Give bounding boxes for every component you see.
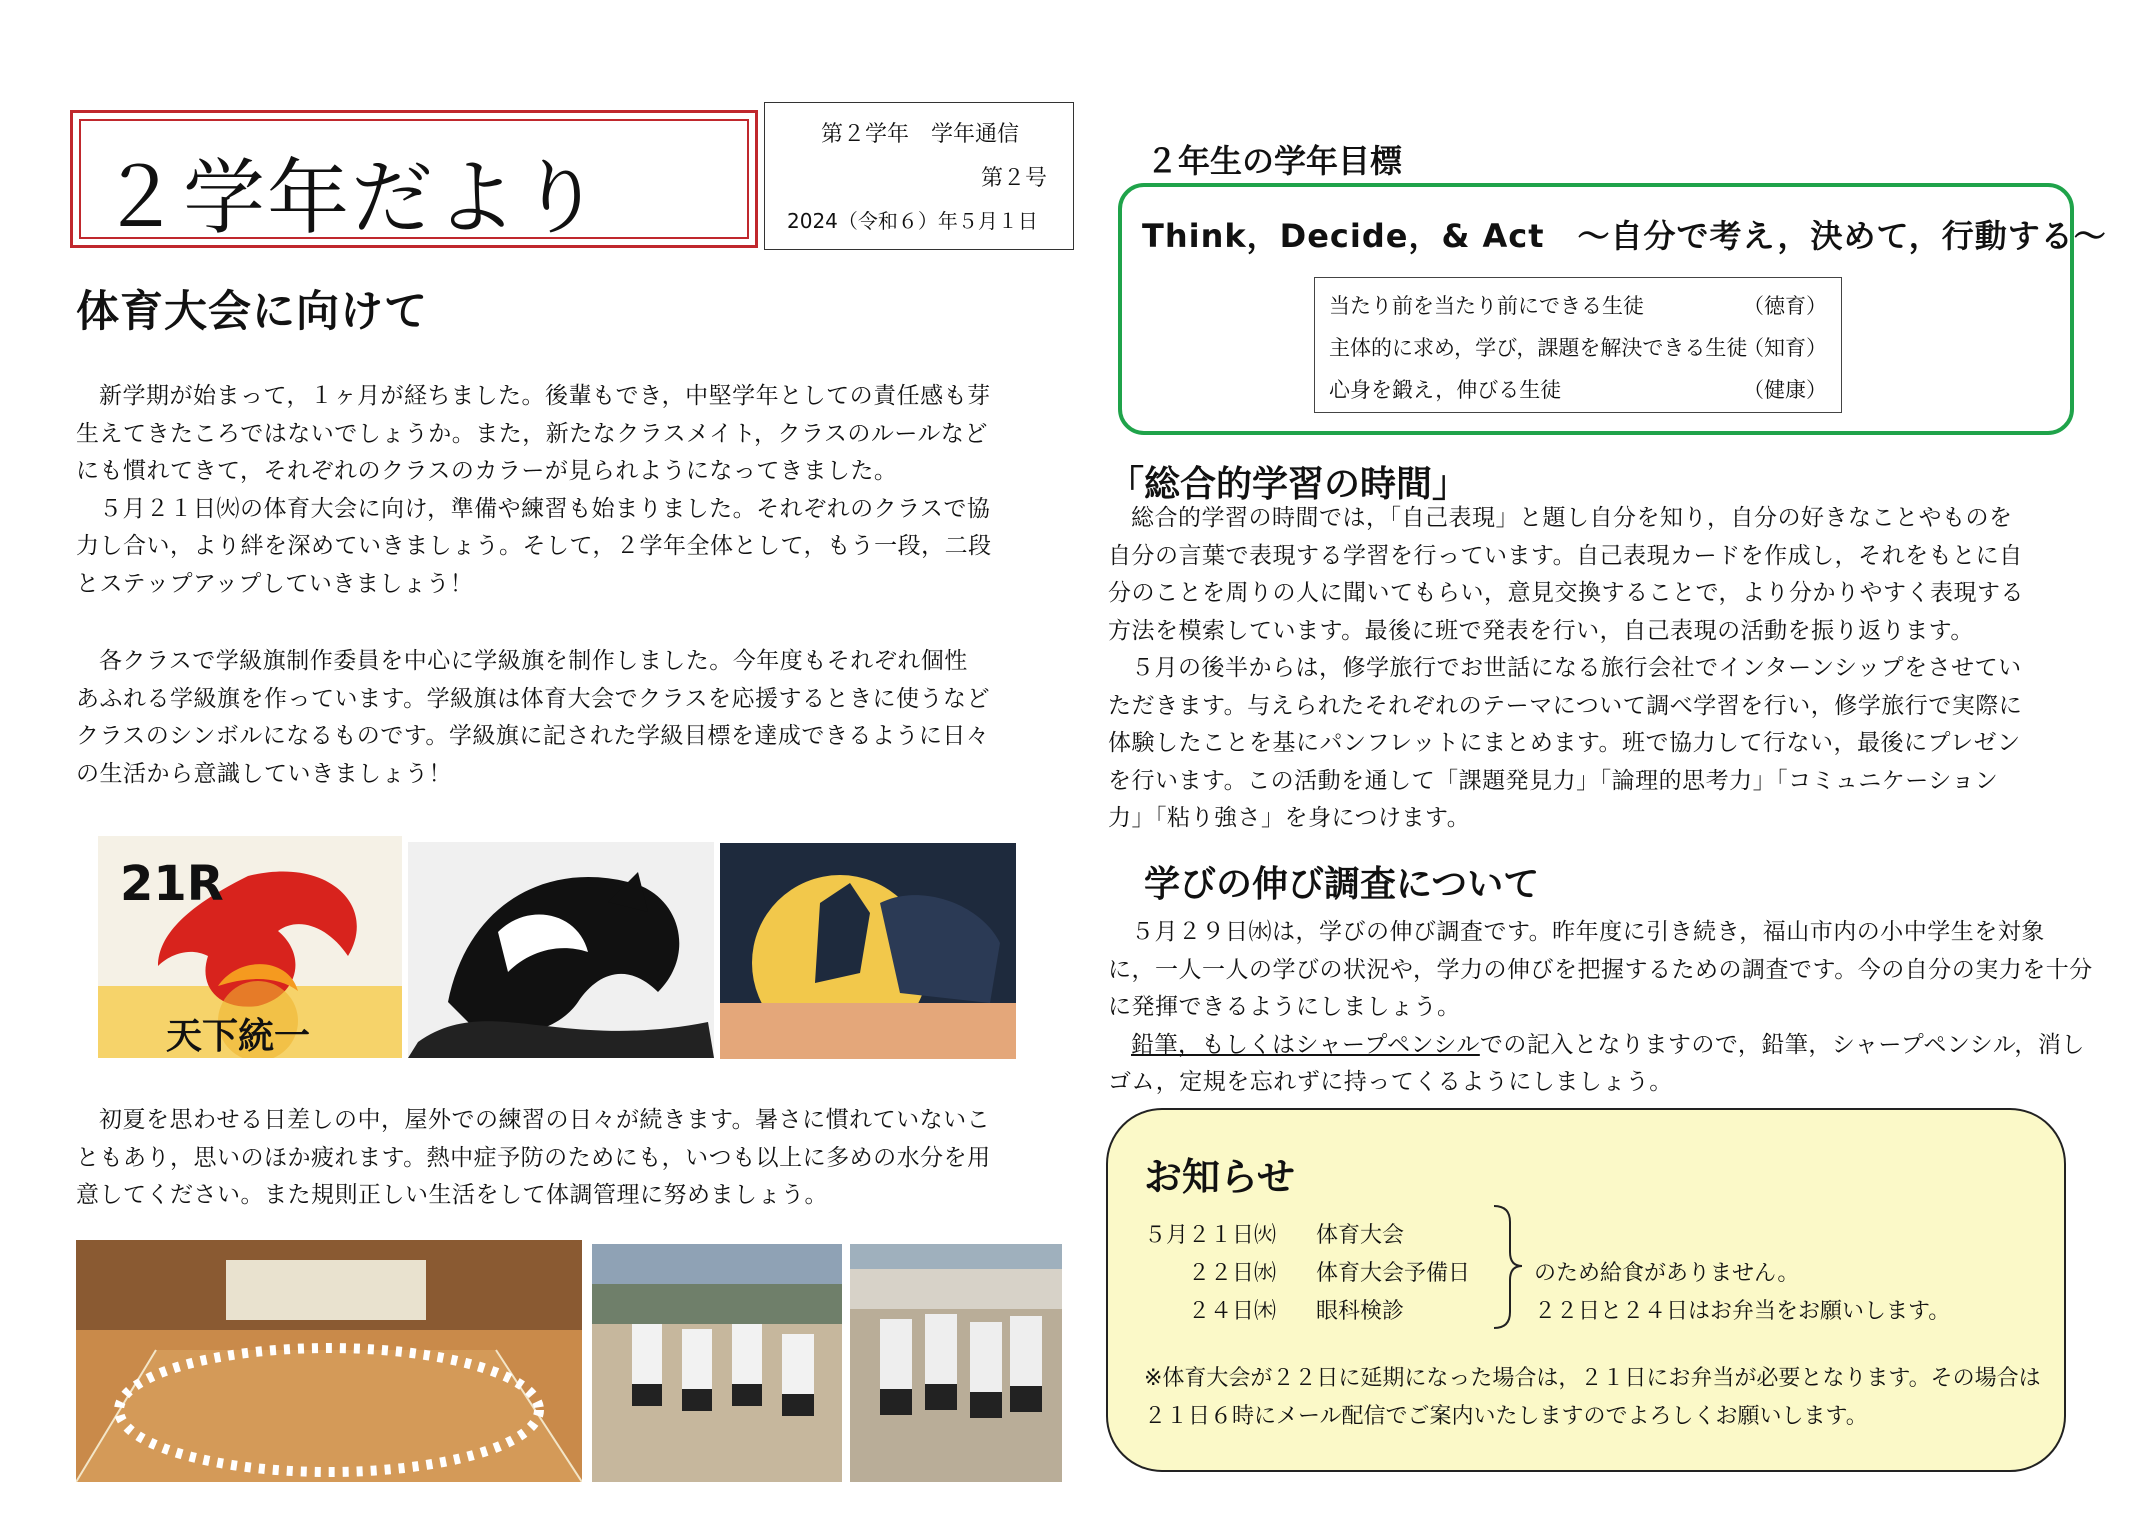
goal-row [1329, 374, 1827, 404]
text-line: あふれる学級旗を作っています。学級旗は体育大会でクラスを応援するときに使うなど [76, 685, 990, 712]
text-line: 各クラスで学級旗制作委員を中心に学級旗を制作しました。今年度もそれぞれ個性 [99, 648, 968, 674]
text-line: 総合的学習の時間では，「自己表現」と題し自分を知り，自分の好きなことやものを [1131, 505, 2013, 531]
integrated-text [1108, 500, 2098, 838]
sports-paragraph-2 [76, 643, 1076, 793]
lunch-note: のため給食がありません。 [1534, 1261, 1800, 1286]
survey-text [1108, 914, 2098, 1102]
flag-class-label: 21R [120, 856, 224, 912]
goals-table [1314, 277, 1842, 413]
class-flag-photo-23r [720, 843, 1016, 1059]
text-span: での記入となりますので，鉛筆，シャープペンシル，消し [1479, 1031, 2085, 1058]
text-line: 自分の言葉で表現する学習を行っています。自己表現カードを作成し，それをもとに自 [1108, 542, 2023, 569]
text-line: ただきます。与えられたそれぞれのテーマについて調べ学習を行い，修学旅行で実際に [1108, 692, 2023, 719]
integrated-heading: 「総合的学習の時間」 [1108, 464, 1469, 505]
sports-heading: 体育大会に向けて [76, 287, 428, 337]
event-name: 眼科検診 [1316, 1299, 1405, 1324]
text-line: とステップアップしていきましょう！ [76, 570, 474, 597]
goals-heading: ２年生の学年目標 [1146, 142, 1403, 180]
outdoor-practice-photo-2 [850, 1244, 1062, 1482]
text-line: を行います。この活動を通して「課題発見力」「論理的思考力」「コミュニケーション [1108, 767, 1999, 794]
text-line: 力し合い，より絆を深めていきましょう。そして，２学年全体として，もう一段，二段 [76, 533, 992, 559]
sports-paragraph-3 [76, 1102, 1076, 1215]
text-line: 新学期が始まって，１ヶ月が経ちました。後輩もでき，中堅学年としての責任感も芽 [99, 383, 991, 409]
text-line: ５月２９日㈬は，学びの伸び調査です。昨年度に引き続き，福山市内の小中学生を対象 [1131, 919, 2045, 945]
event-date: ２２日㈬ [1188, 1261, 1277, 1286]
newsletter-title: ２学年だより [99, 151, 604, 246]
text-line: ともあり，思いのほか疲れます。熱中症予防のためにも，いつも以上に多めの水分を用 [76, 1144, 991, 1171]
text-line: ゴム，定規を忘れずに持ってくるようにしましょう。 [1108, 1069, 1673, 1095]
event-date: ２４日㈭ [1188, 1299, 1277, 1324]
issue-number: 第２号 [980, 166, 1047, 191]
survey-heading: 学びの伸び調査について [1144, 864, 1540, 905]
goal-category: （知育） [1743, 336, 1827, 360]
text-line: 分のことを周りの人に聞いてもらい，意見交換することで，より分かりやすく表現する [1108, 580, 2025, 606]
outdoor-practice-image [850, 1244, 1062, 1482]
sports-paragraph-1 [76, 378, 1076, 603]
goal-row [1329, 332, 1827, 362]
grade-goals-box [1118, 183, 2107, 435]
bento-note: ２２日と２４日はお弁当をお願いします。 [1534, 1299, 1951, 1324]
gym-practice-photo [76, 1240, 582, 1482]
notice-footnote [1144, 1360, 2044, 1436]
text-line: 力」「粘り強さ」を身につけます。 [1108, 805, 1471, 831]
outdoor-practice-photo-1 [592, 1244, 842, 1482]
text-line [1108, 1027, 2098, 1065]
goal-category: （徳育） [1743, 294, 1827, 318]
outdoor-practice-image [592, 1244, 842, 1482]
text-line: ５月２１日㈫の体育大会に向け，準備や練習も始まりました。それぞれのクラスで協 [99, 495, 991, 522]
text-line: クラスのシンボルになるものです。学級旗に記された学級目標を達成できるように日々 [76, 723, 990, 749]
goal-text: 当たり前を当たり前にできる生徒 [1329, 294, 1644, 318]
text-line: 方法を模索しています。最後に班で発表を行い，自己表現の活動を振り返ります。 [1108, 617, 1974, 644]
text-line: にも慣れてきて，それぞれのクラスのカラーが見られようになってきました。 [76, 458, 898, 484]
class-flag-photo-21r [98, 836, 402, 1058]
event-date: ５月２１日㈫ [1144, 1223, 1277, 1248]
text-line: に，一人一人の学びの状況や，学力の伸びを把握するための調査です。今の自分の実力を十分 [1108, 956, 2093, 983]
text-line: ※体育大会が２２日に延期になった場合は，２１日にお弁当が必要となります。その場合は [1144, 1366, 2041, 1391]
moon-wolf-flag-image [720, 843, 1016, 1059]
notice-box [1106, 1108, 2066, 1472]
event-name: 体育大会予備日 [1316, 1261, 1471, 1286]
class-flag-photo-22r [408, 842, 714, 1058]
text-line: ２１日６時にメール配信でご案内いたしますのでよろしくお願いします。 [1144, 1404, 1868, 1429]
flag-motto: 天下統一 [166, 1016, 311, 1057]
goals-motto: Think，Decide，& Act ～自分で考え，決めて，行動する～ [1142, 217, 2107, 255]
goal-text: 心身を鍛え，伸びる生徒 [1329, 378, 1562, 402]
curly-brace-icon [1488, 1202, 1528, 1332]
issue-date: 2024（令和６）年５月１日 [787, 209, 1038, 233]
text-line: 初夏を思わせる日差しの中，屋外での練習の日々が続きます。暑さに慣れていないこ [99, 1107, 991, 1133]
dragon-flag-image [408, 842, 714, 1058]
text-line: 体験したことを基にパンフレットにまとめます。班で協力して行ない，最後にプレゼン [1108, 730, 2021, 756]
goal-category: （健康） [1743, 378, 1827, 402]
goal-text: 主体的に求め，学び，課題を解決できる生徒 [1329, 336, 1748, 360]
newsletter-title-frame [70, 110, 758, 248]
notice-title: お知らせ [1144, 1155, 1295, 1199]
text-line: の生活から意識していきましょう！ [76, 760, 452, 787]
gym-image [76, 1240, 582, 1482]
goal-row [1329, 290, 1827, 320]
text-line: 意してください。また規則正しい生活をして体調管理に努めましょう。 [76, 1182, 828, 1208]
text-line: ５月の後半からは，修学旅行でお世話になる旅行会社でインターンシップをさせてい [1131, 655, 2022, 681]
event-name: 体育大会 [1316, 1223, 1405, 1248]
text-line: 生えてきたころではないでしょうか。また，新たなクラスメイト，クラスのルールなど [76, 420, 988, 447]
underlined-text: 鉛筆，もしくはシャープペンシル [1131, 1031, 1480, 1058]
grade-line: 第２学年 学年通信 [821, 122, 1020, 147]
issue-info-box [764, 102, 1074, 250]
text-line: に発揮できるようにしましょう。 [1108, 994, 1461, 1020]
